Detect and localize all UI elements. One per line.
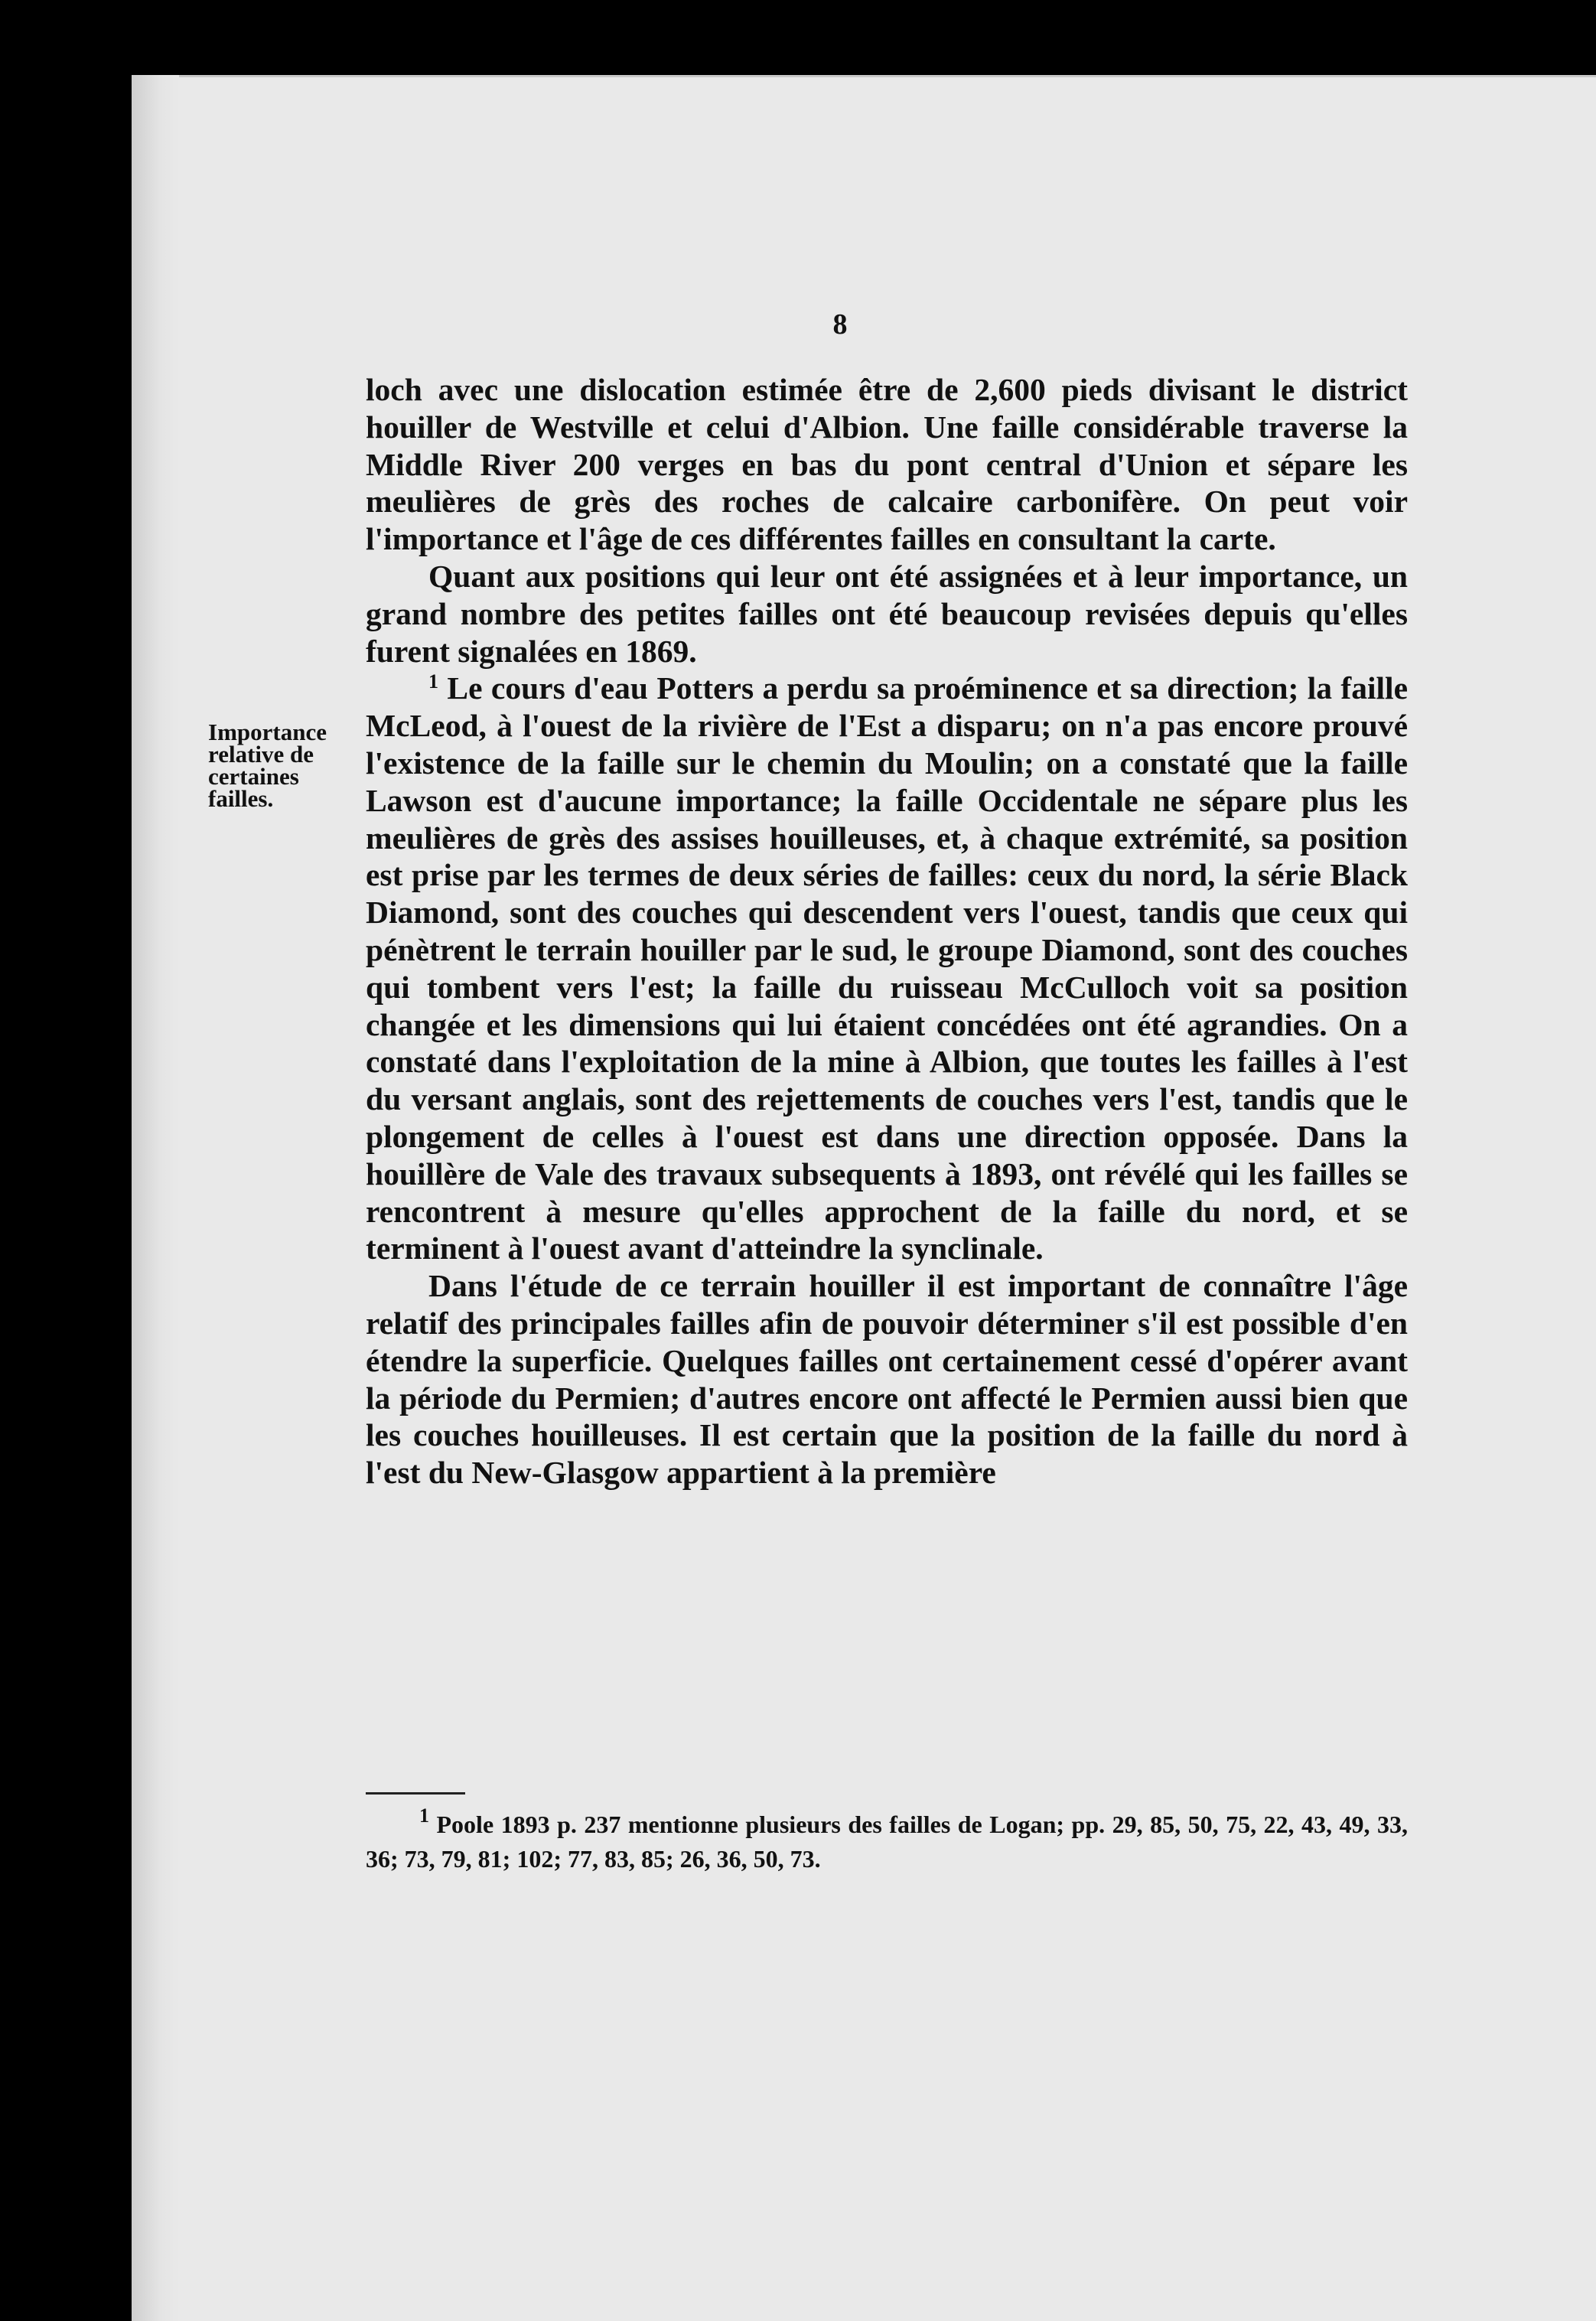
footnote-body bbox=[366, 1804, 1409, 1876]
footnote-text: Poole 1893 p. 237 mentionne plusieurs des failles de Logan; pp. 29, 85, 50, 75, 22, 43, 49, 33, 36; 73, 79, 81; 102; 77, 83, 85; 26, 36, 50, 73. bbox=[366, 1811, 1409, 1873]
paragraph-1: loch avec une dislocation estimée être de 2,600 pieds divisant le district houiller de Westville et celui d'Albion. Une faille considérable traverse la Middle River 200 verges en bas du pont central d'Union et sépare les meulières de grès des roches de calcaire carbonifère. On peut voir l'importance et l'âge de ces différentes failles en consultant la carte. bbox=[366, 372, 1408, 557]
paragraph-4: Dans l'étude de ce terrain houiller il est important de connaître l'âge relatif des principales failles afin de pouvoir déterminer s'il est possible d'en étendre la superficie. Quelques failles ont certainement cessé d'opérer avant la période du Permien; d'autres encore ont affecté le Permien aussi bien que les couches houilleuses. Il est certain que la position de la faille du nord à l'est du New-Glasgow appartient à la première bbox=[366, 1268, 1408, 1491]
footnote-reference: 1 bbox=[428, 670, 438, 693]
footnote-rule bbox=[366, 1792, 465, 1795]
paragraph-3-text: Le cours d'eau Potters a perdu sa proéminence et sa direction; la faille McLeod, à l'ouest de la rivière de l'Est a disparu; on n'a pas encore prouvé l'existence de la faille sur le chemin du Moulin; on a constaté que la faille Lawson est d'aucune importance; la faille Occidentale ne sépare plus les meulières de grès des assises houilleuses, et, à chaque extrémité, sa position est prise par les termes de deux séries de failles: ceux du nord, la série Black Diamond, sont des couches qui descendent vers l'ouest, tandis que ceux qui pénètrent le terrain houiller par le sud, le groupe Diamond, sont des couches qui tombent vers l'est; la faille du ruisseau McCulloch voit sa position changée et les dimensions qui lui étaient concédées ont été agrandies. On a constaté dans l'exploitation de la mine à Albion, que toutes les failles à l'est du versant anglais, sont des rejettements de couches vers l'est, tandis que le plongement de celles à l'ouest est dans une direction opposée. Dans la houillère de Vale des travaux subsequents à 1893, ont révélé qui les failles se rencontrent à mesure qu'elles approchent de la faille du nord, et se terminent à l'ouest avant d'atteindre la synclinale. bbox=[366, 670, 1408, 1266]
margin-note: Importance relative de certaines failles. bbox=[208, 719, 327, 812]
page-number: 8 bbox=[832, 308, 848, 341]
paragraph-2: Quant aux positions qui leur ont été assignées et à leur importance, un grand nombre des petites failles ont été beaucoup revisées depuis qu'elles furent signalées en 1869. bbox=[366, 558, 1408, 669]
footnote bbox=[366, 1804, 1409, 1876]
paragraph-3 bbox=[366, 670, 1408, 1267]
body-text bbox=[366, 371, 1408, 1491]
page-binding-shadow bbox=[132, 75, 179, 2321]
footnote-marker: 1 bbox=[419, 1804, 429, 1827]
